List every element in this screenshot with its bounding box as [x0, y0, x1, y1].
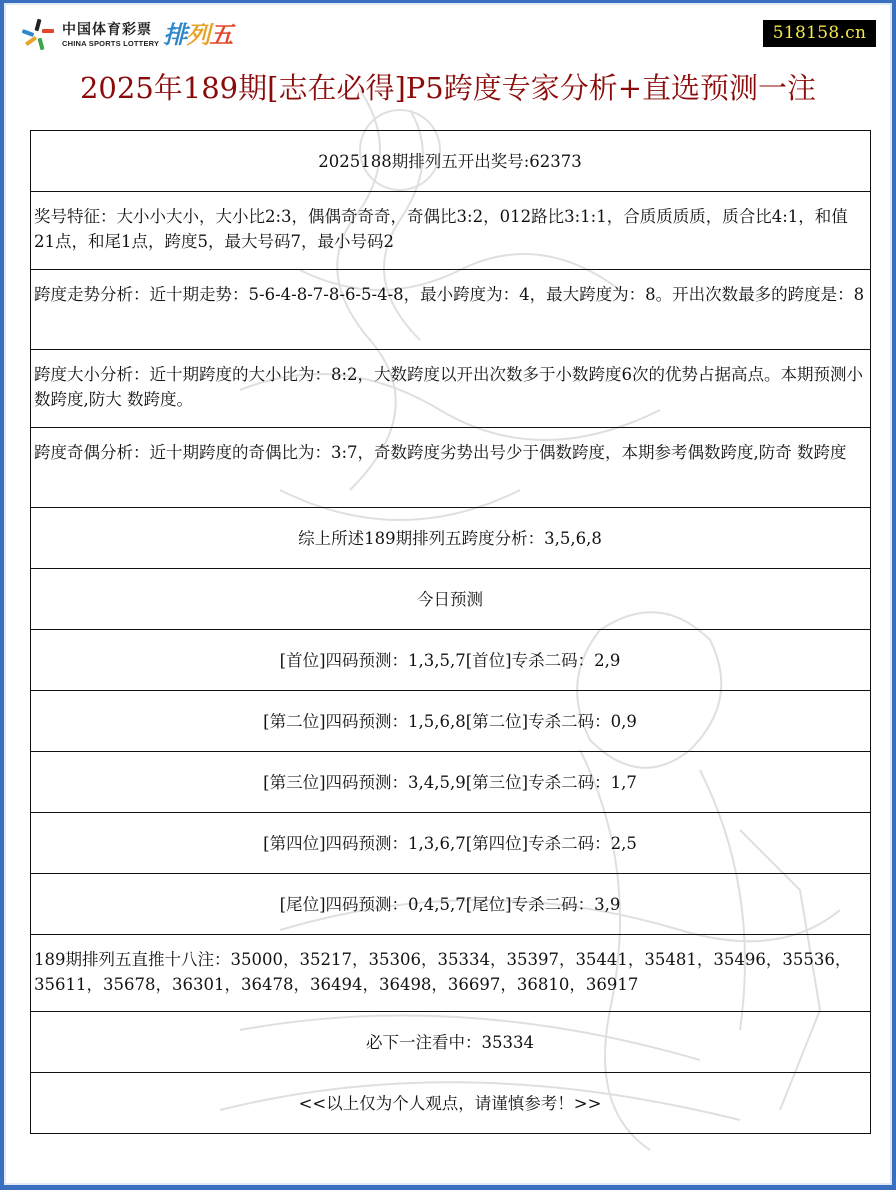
span-odd-even-analysis-cell: 跨度奇偶分析：近十期跨度的奇偶比为：3:7，奇数跨度劣势出号少于偶数跨度，本期参考偶数跨度,防奇 数跨度: [31, 428, 871, 508]
table-row: [31, 1073, 871, 1134]
fourth-position-prediction-cell: [第四位]四码预测：1,3,6,7[第四位]专杀二码：2,5: [31, 813, 871, 874]
second-position-prediction-cell: [第二位]四码预测：1,5,6,8[第二位]专杀二码：0,9: [31, 691, 871, 752]
logo-chinese-text: 中国体育彩票: [62, 21, 152, 38]
logo-english-text: CHINA SPORTS LOTTERY: [62, 38, 160, 48]
analysis-table: [30, 130, 871, 1134]
table-row: [31, 131, 871, 192]
disclaimer-cell: <<以上仅为个人观点，请谨慎参考！>>: [31, 1073, 871, 1134]
draw-result-cell: 2025188期排列五开出奖号:62373: [31, 131, 871, 192]
header: [0, 0, 896, 60]
today-prediction-heading: 今日预测: [31, 569, 871, 630]
eighteen-direct-picks-cell: 189期排列五直推十八注：35000，35217，35306，35334，35397，35441，35481，35496，35536，35611，35678，36301，36478，36494，36498，36697，36810，36917: [31, 935, 871, 1012]
table-row: [31, 752, 871, 813]
number-features-cell: 奖号特征：大小小大小，大小比2:3，偶偶奇奇奇，奇偶比3:2，012路比3:1:1，合质质质质，质合比4:1，和值21点，和尾1点，跨度5，最大号码7，最小号码2: [31, 192, 871, 270]
page-title: 2025年189期[志在必得]P5跨度专家分析+直选预测一注: [79, 71, 817, 105]
table-row: [31, 192, 871, 270]
span-trend-analysis-cell: 跨度走势分析：近十期走势：5-6-4-8-7-8-6-5-4-8，最小跨度为：4，最大跨度为：8。开出次数最多的跨度是：8: [31, 270, 871, 350]
table-row: [31, 874, 871, 935]
table-row: [31, 935, 871, 1012]
table-row: [31, 270, 871, 350]
table-row: [31, 350, 871, 428]
table-row: [31, 1012, 871, 1073]
last-position-prediction-cell: [尾位]四码预测：0,4,5,7[尾位]专杀二码：3,9: [31, 874, 871, 935]
third-position-prediction-cell: [第三位]四码预测：3,4,5,9[第三位]专杀二码：1,7: [31, 752, 871, 813]
table-row: [31, 813, 871, 874]
table-row: [31, 508, 871, 569]
span-summary-cell: 综上所述189期排列五跨度分析：3,5,6,8: [31, 508, 871, 569]
lottery-logo[interactable]: [20, 17, 232, 53]
span-size-analysis-cell: 跨度大小分析：近十期跨度的大小比为：8:2，大数跨度以开出次数多于小数跨度6次的优势占据高点。本期预测小数跨度,防大 数跨度。: [31, 350, 871, 428]
china-sports-lottery-logo-icon: [20, 17, 56, 53]
table-row: [31, 630, 871, 691]
table-row: [31, 691, 871, 752]
table-row: [31, 428, 871, 508]
site-domain-badge[interactable]: 518158.cn: [763, 20, 876, 47]
table-row: [31, 569, 871, 630]
must-buy-pick-cell: 必下一注看中：35334: [31, 1012, 871, 1073]
first-position-prediction-cell: [首位]四码预测：1,3,5,7[首位]专杀二码：2,9: [31, 630, 871, 691]
logo-pailiewu-text: 排列五: [163, 21, 233, 49]
